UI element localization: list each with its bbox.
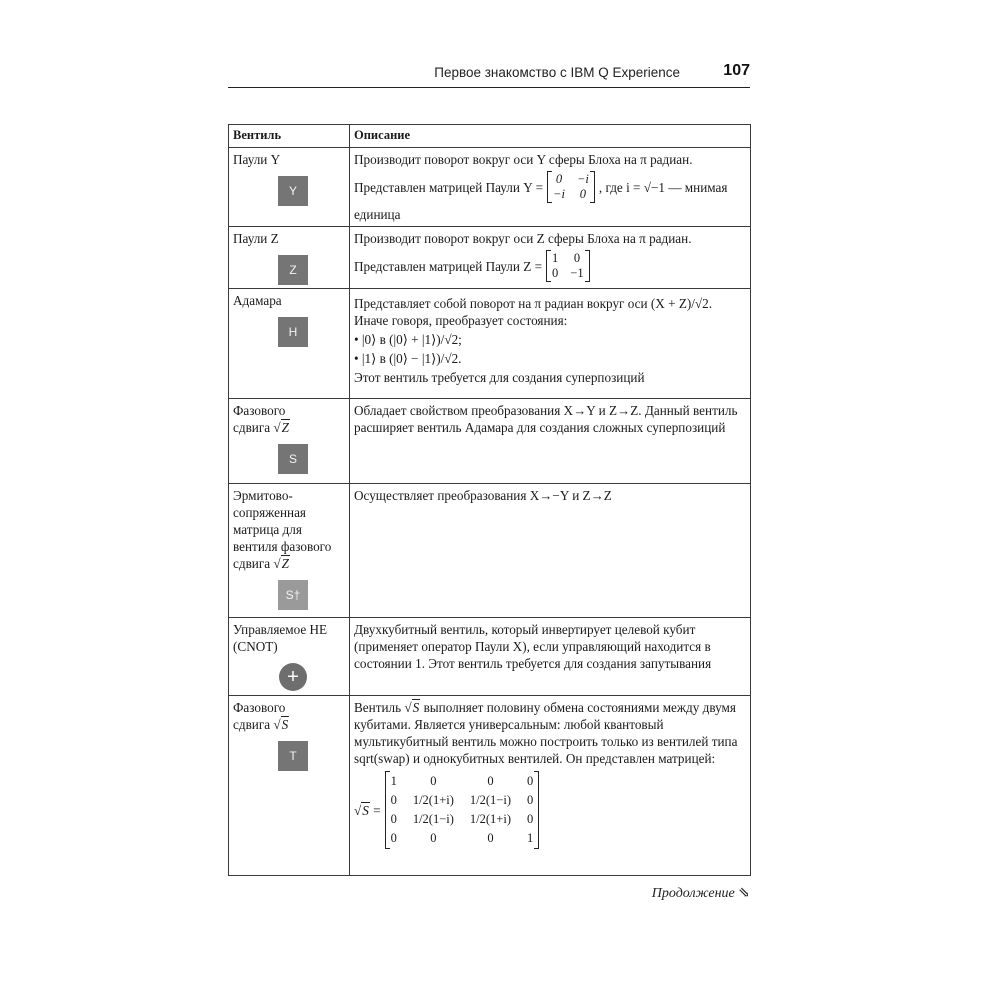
pauli-z-matrix	[546, 250, 590, 282]
pauli-y-matrix	[547, 171, 595, 203]
matrix-row	[354, 250, 746, 282]
description-cell: Осуществляет преобразования X→−Y и Z→Z	[350, 484, 751, 618]
gate-name: Паули Y	[233, 152, 281, 167]
column-header-gate: Вентиль	[229, 125, 350, 148]
table-row	[229, 399, 751, 484]
description-text-pre: Вентиль	[354, 700, 402, 715]
matrix-row	[354, 771, 746, 849]
continuation-note: Продолжение ⇘	[651, 886, 750, 901]
list-item: • |0⟩ в (|0⟩ + |1⟩)/√2;	[354, 332, 462, 347]
gate-name: Фазового	[233, 700, 286, 715]
gate-icon-t: T	[278, 741, 308, 771]
matrix-cell: 0	[430, 774, 437, 788]
gate-icon-h: H	[278, 317, 308, 347]
gate-name: Управляемое НЕ	[233, 622, 328, 637]
gate-name: (CNOT)	[233, 639, 278, 654]
matrix-cell: 1	[390, 774, 397, 788]
sqrt-swap-matrix	[385, 771, 540, 849]
gate-cell	[229, 289, 350, 399]
matrix-cell: 1/2(1+i)	[469, 812, 511, 826]
matrix-label: √S =	[354, 802, 381, 818]
description-cell	[350, 148, 751, 227]
gate-name-text: сдвига	[233, 556, 271, 571]
sqrt-radicand: Z	[281, 420, 289, 435]
matrix-cell: 0	[552, 266, 559, 280]
column-header-description: Описание	[350, 125, 751, 148]
matrix-cell: 1/2(1+i)	[412, 793, 454, 807]
matrix-cell: 0	[487, 831, 494, 845]
sqrt-symbol: √S	[404, 700, 420, 715]
description-cell: Обладает свойством преобразования X→Y и Z→Z. Данный вентиль расширяет вентиль Адамара для создания сложных суперпозиций	[350, 399, 751, 484]
gate-cell	[229, 618, 350, 696]
matrix-cell: 1/2(1−i)	[469, 793, 511, 807]
gate-name: Паули Z	[233, 231, 279, 246]
gates-table	[228, 124, 751, 876]
sqrt-symbol: √Z	[273, 556, 289, 571]
sqrt-radicand: S	[281, 717, 289, 732]
description-text	[354, 699, 746, 767]
matrix-cell: −1	[570, 266, 584, 280]
matrix-cell: 0	[430, 831, 437, 845]
matrix-cell: 0	[526, 774, 534, 788]
matrix-cell: −i	[553, 187, 565, 201]
sqrt-symbol: √Z	[273, 420, 289, 435]
gate-name: вентиля фазового	[233, 539, 332, 554]
table-row	[229, 618, 751, 696]
gate-cell	[229, 227, 350, 289]
gate-cell	[229, 696, 350, 876]
gate-name	[233, 419, 345, 436]
description-text: , где i = √−1 — мнимая	[598, 179, 728, 195]
running-title: Первое знакомство с IBM Q Experience	[434, 65, 680, 80]
matrix-cell: 0	[487, 774, 494, 788]
description-text: единица	[354, 207, 401, 222]
matrix-cell: 0	[573, 251, 581, 265]
description-text: Этот вентиль требуется для создания суперпозиций	[354, 370, 645, 385]
sqrt-radicand: S	[412, 700, 420, 715]
description-cell	[350, 227, 751, 289]
matrix-cell: 0	[390, 793, 397, 807]
gate-name: Эрмитово-	[233, 488, 293, 503]
description-text: Представлен матрицей Паули Z =	[354, 258, 543, 274]
gate-cell	[229, 484, 350, 618]
table-row	[229, 148, 751, 227]
gate-cell	[229, 399, 350, 484]
gate-name-text: сдвига	[233, 420, 271, 435]
gate-icon-s-dagger: S†	[278, 580, 308, 610]
matrix-row	[354, 171, 746, 203]
gate-cell	[229, 148, 350, 227]
description-text-post: выполняет половину обмена состояниями между двумя кубитами. Является универсальным: любой квантовый мультикубитный вентиль можно построить только из вентилей типа sqrt(swap) и однокубитных вентилей. Он представлен матрицей:	[354, 700, 738, 766]
running-header	[228, 62, 750, 88]
matrix-cell: 1	[526, 831, 534, 845]
page-number: 107	[723, 62, 750, 79]
matrix-cell: 0	[390, 831, 397, 845]
gate-name	[233, 716, 345, 733]
gate-icon-z: Z	[278, 255, 308, 285]
description-cell: Двухкубитный вентиль, который инвертирует целевой кубит (применяет оператор Паули X), если управляющий находится в состоянии 1. Этот вентиль требуется для создания запутывания	[350, 618, 751, 696]
matrix-cell: 1/2(1−i)	[412, 812, 454, 826]
table-row	[229, 227, 751, 289]
sqrt-radicand: S	[362, 802, 369, 818]
gate-name	[233, 555, 345, 572]
description-text: Иначе говоря, преобразует состояния:	[354, 313, 568, 328]
gate-icon-s: S	[278, 444, 308, 474]
gate-name: матрица для	[233, 522, 302, 537]
description-text: Производит поворот вокруг оси Z сферы Блоха на π радиан.	[354, 231, 692, 246]
description-text: Производит поворот вокруг оси Y сферы Блоха на π радиан.	[354, 152, 693, 167]
description-cell	[350, 696, 751, 876]
table-row	[229, 289, 751, 399]
matrix-cell: 0	[579, 187, 587, 201]
matrix-cell: −i	[576, 172, 589, 186]
gate-name: Фазового	[233, 403, 286, 418]
description-text: Представлен матрицей Паули Y =	[354, 179, 544, 195]
list-item: • |1⟩ в (|0⟩ − |1⟩)/√2.	[354, 351, 462, 366]
table-header-row	[229, 125, 751, 148]
table-row	[229, 696, 751, 876]
matrix-cell: 0	[555, 172, 563, 186]
matrix-cell: 0	[390, 812, 397, 826]
gate-name: Адамара	[233, 293, 282, 308]
gate-name-text: сдвига	[233, 717, 271, 732]
matrix-cell: 0	[526, 812, 534, 826]
sqrt-symbol: √S	[273, 717, 289, 732]
cnot-plus-icon: +	[279, 663, 307, 691]
description-cell	[350, 289, 751, 399]
description-text: Представляет собой поворот на π радиан вокруг оси (X + Z)/√2.	[354, 296, 713, 311]
gate-name: сопряженная	[233, 505, 306, 520]
sqrt-radicand: Z	[281, 556, 289, 571]
table-row	[229, 484, 751, 618]
matrix-cell: 0	[526, 793, 534, 807]
gate-icon-y: Y	[278, 176, 308, 206]
matrix-cell: 1	[552, 251, 559, 265]
